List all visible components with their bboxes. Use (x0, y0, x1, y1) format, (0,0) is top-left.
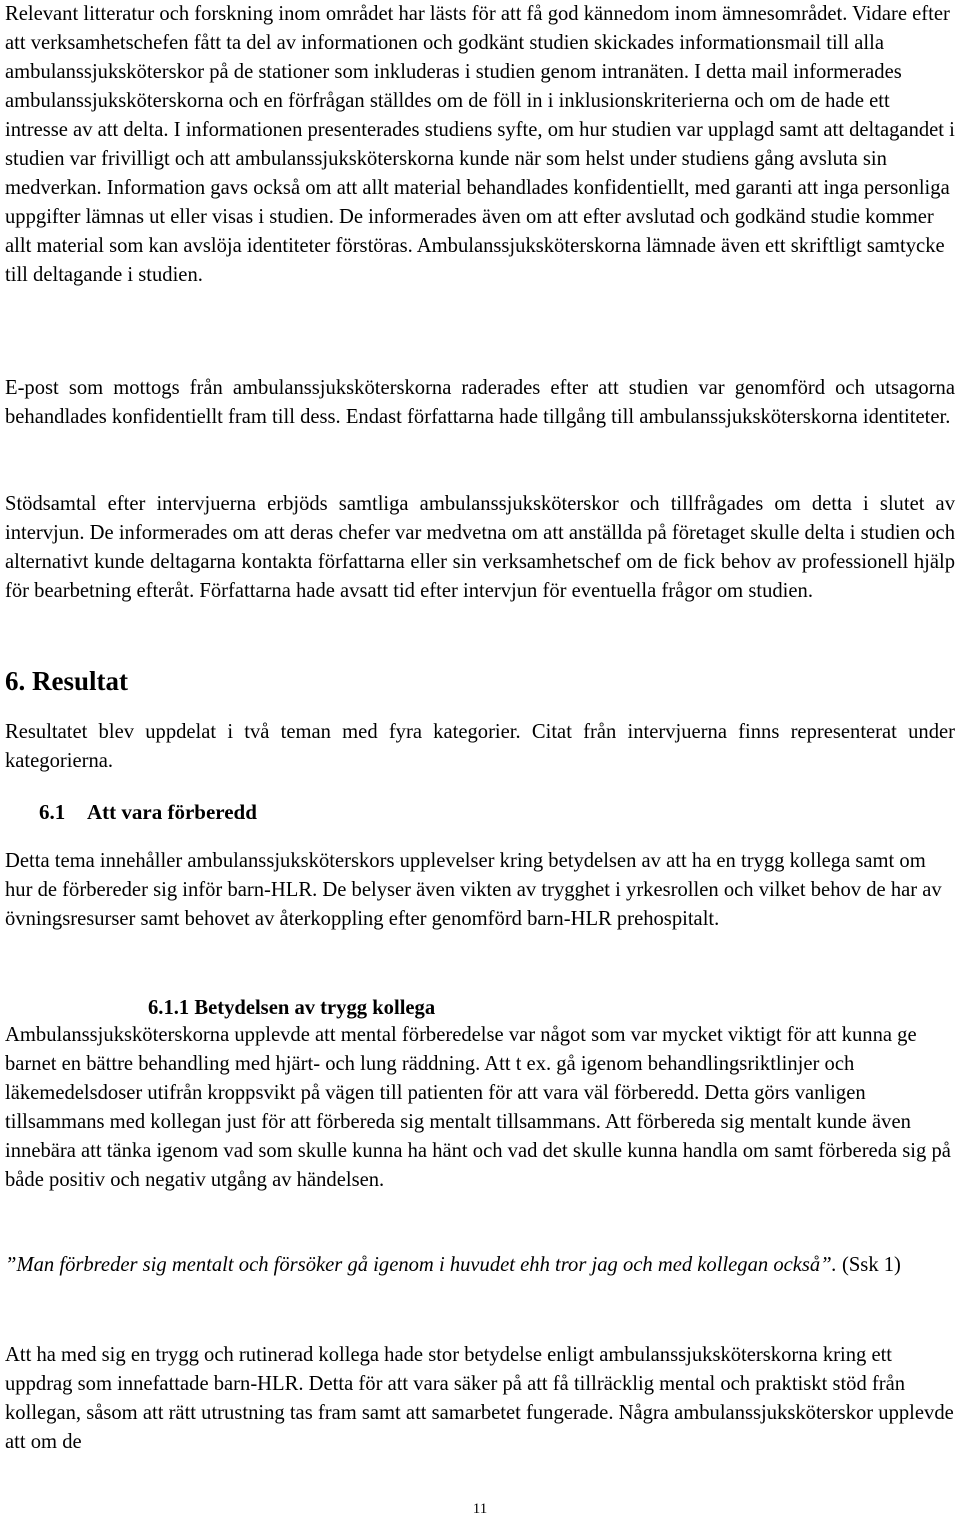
quote-text: ”Man förbreder sig mentalt och försöker gå igenom i huvudet ehh tror jag och med kollegan också”. (5, 1254, 837, 1276)
paragraph-mental-preparation: Ambulanssjuksköterskorna upplevde att mental förberedelse var något som var mycket viktigt för att kunna ge barnet en bättre behandling med hjärt- och lung räddning. Att t ex. gå igenom behandlingsriktlinjer och läkemedelsdoser utifrån kroppsvikt på vägen till patienten för att vara väl förberedd. Detta görs vanligen tillsammans med kollegan just för att förbereda sig mentalt tillsammans. Att förbereda sig mentalt kunde även innebära att tänka igenom vad som skulle kunna ha hänt och vad det skulle kunna handla om samt förbereda sig på både positiv och negativ utgång av händelsen. (5, 1024, 951, 1191)
interview-quote (5, 1251, 955, 1280)
subsection-heading (39, 798, 257, 827)
paragraph-results-intro: Resultatet blev uppdelat i två teman med fyra kategorier. Citat från intervjuerna finns representerat under kategorierna. (5, 721, 955, 772)
paragraph-theme-description: Detta tema innehåller ambulanssjuksköterskors upplevelser kring betydelsen av att ha en trygg kollega samt om hur de förbereder sig inför barn-HLR. De belyser även vikten av trygghet i yrkesrollen och vilket behov de har av övningsresurser samt behovet av återkoppling efter genomförd barn-HLR prehospitalt. (5, 850, 942, 930)
paragraph-support-talks: Stödsamtal efter intervjuerna erbjöds samtliga ambulanssjuksköterskor och tillfrågades om detta i slutet av intervjun. De informerades om att deras chefer var medvetna om att anställda på företaget skulle delta i studien och alternativt kunde deltagarna kontakta författarna eller sin verksamhetschef om de fick behov av professionell hjälp för bearbetning efteråt. Författarna hade avsatt tid efter intervjun för eventuella frågor om studien. (5, 493, 955, 602)
paragraph-safe-colleague: Att ha med sig en trygg och rutinerad kollega hade stor betydelse enligt ambulanssjuksköterskorna kring ett uppdrag som innefattade barn-HLR. Detta för att vara säker på att få tillräcklig mental och praktiskt stöd från kollegan, såsom att rätt utrustning tas fram samt att samarbetet fungerade. Några ambulanssjuksköterskor upplevde att om de (5, 1344, 954, 1453)
section-heading-resultat: 6. Resultat (5, 666, 128, 696)
subsection-title: Att vara förberedd (87, 800, 257, 824)
paragraph-email-handling: E-post som mottogs från ambulanssjuksköterskorna raderades efter att studien var genomförd och utsagorna behandlades konfidentiellt fram till dess. Endast författarna hade tillgång till ambulanssjuksköterskorna identiteter. (5, 377, 955, 428)
subsubsection-heading: 6.1.1 Betydelsen av trygg kollega (148, 997, 436, 1019)
paragraph-ethics: Relevant litteratur och forskning inom området har lästs för att få god kännedom inom ämnesområdet. Vidare efter att verksamhetschefen fått ta del av informationen och godkänt studien skickades informationsmail till alla ambulanssjuksköterskor på de stationer som inkluderas i studien genom intranäten. I detta mail informerades ambulanssjuksköterskorna och en förfrågan ställdes om de föll in i inklusionskriterierna och om de hade ett intresse av att delta. I informationen presenterades studiens syfte, om hur studien var upplagd samt att deltagandet i studien var frivilligt och att ambulanssjuksköterskorna kunde när som helst under studiens gång avsluta sin medverkan. Information gavs också om att allt material behandlades konfidentiellt, med garanti att inga personliga uppgifter lämnas ut eller visas i studien. De informerades även om att efter avslutad och godkänd studie kommer allt material som kan avslöja identiteter förstöras. Ambulanssjuksköterskorna lämnade även ett skriftligt samtycke till deltagande i studien. (5, 3, 955, 286)
page-number: 11 (472, 1501, 488, 1517)
quote-reference: (Ssk 1) (836, 1254, 901, 1276)
subsection-number: 6.1 (39, 800, 66, 824)
